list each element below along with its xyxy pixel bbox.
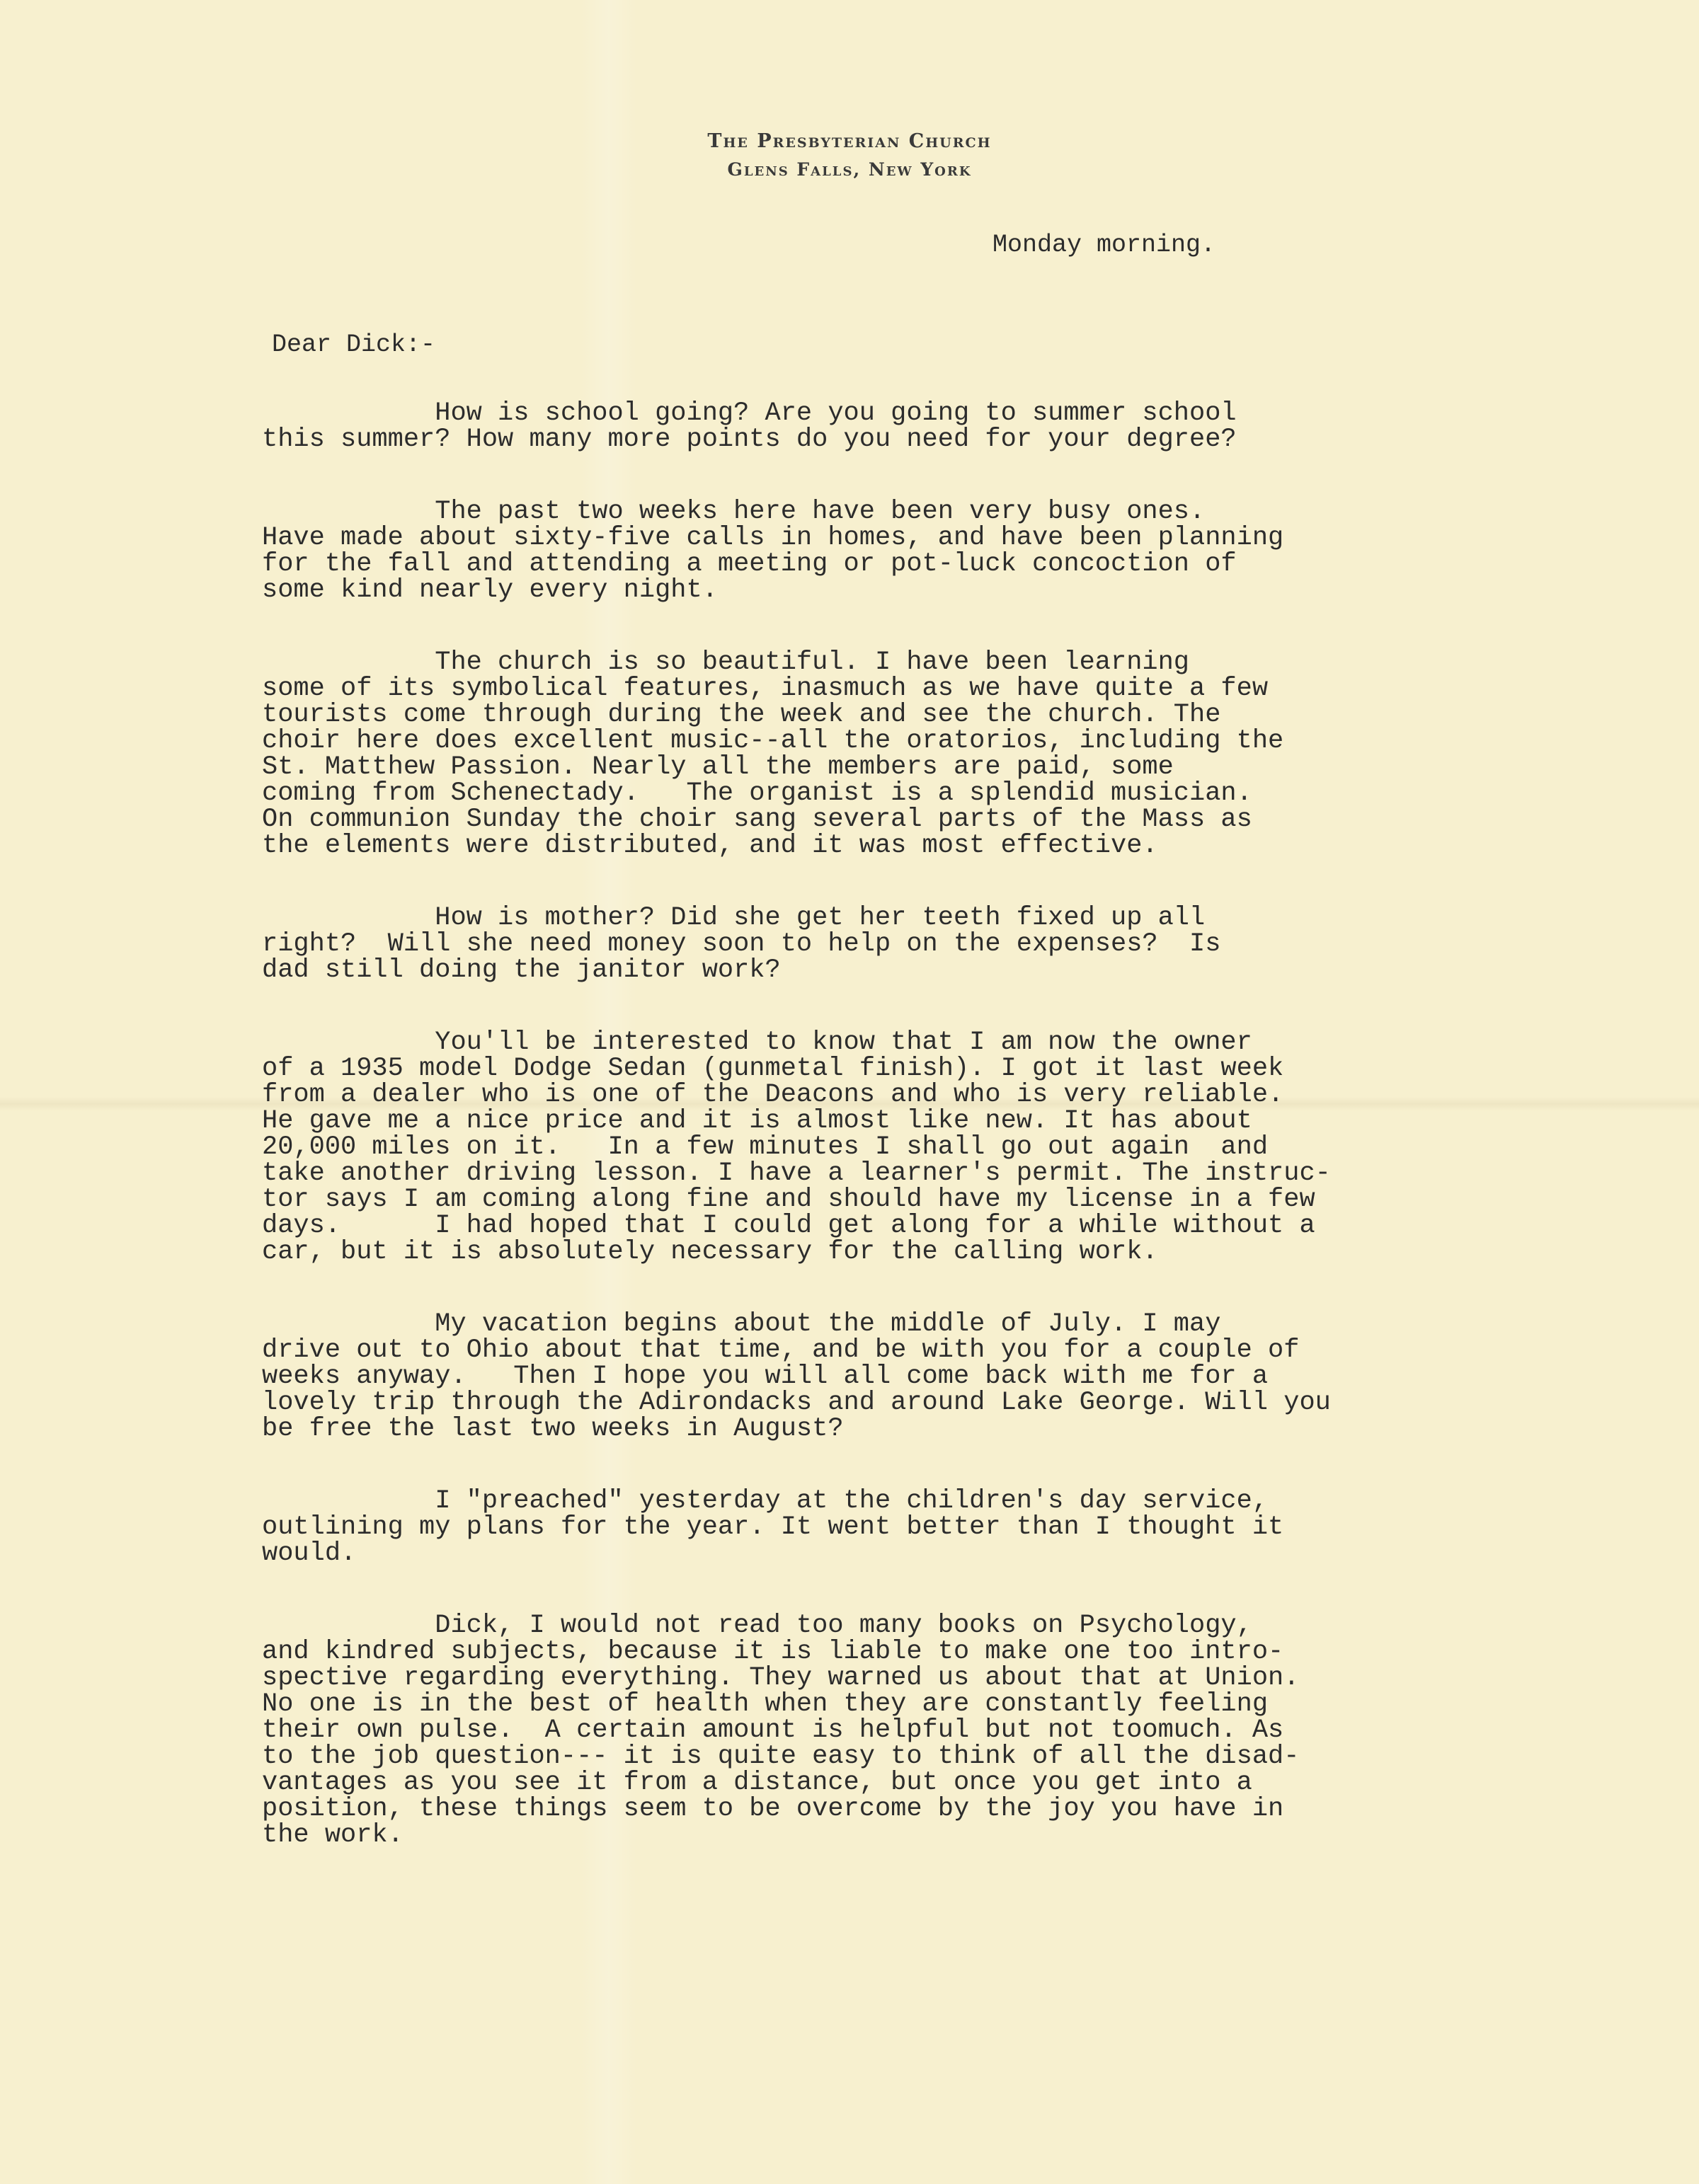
body-line: would. (262, 1539, 357, 1568)
body-line: position, these things seem to be overcome by the joy you have in (262, 1794, 1284, 1824)
body-line: the elements were distributed, and it was most effective. (262, 831, 1158, 861)
letterhead-church-name: The Presbyterian Church (707, 130, 992, 152)
body-line: I "preached" yesterday at the children's day service, (262, 1486, 1269, 1516)
body-line: choir here does excellent music--all the oratorios, including the (262, 726, 1284, 756)
body-line: car, but it is absolutely necessary for the calling work. (262, 1237, 1158, 1267)
body-line: of a 1935 model Dodge Sedan (gunmetal finish). I got it last week (262, 1054, 1284, 1084)
body-line: coming from Schenectady. The organist is a splendid musician. (262, 778, 1252, 808)
body-line: The past two weeks here have been very busy ones. (262, 497, 1206, 527)
paragraph-busy-weeks (262, 499, 1649, 604)
body-line: the work. (262, 1820, 404, 1850)
body-line: tourists come through during the week and see the church. The (262, 700, 1221, 730)
letterhead (609, 127, 1090, 184)
body-line: vantages as you see it from a distance, but once you get into a (262, 1768, 1252, 1798)
body-line: dad still doing the janitor work? (262, 955, 781, 985)
body-line: The church is so beautiful. I have been learning (262, 648, 1190, 677)
paragraph-car (262, 1030, 1649, 1265)
body-line: be free the last two weeks in August? (262, 1414, 844, 1444)
paragraph-school (262, 398, 1649, 454)
body-line: from a dealer who is one of the Deacons and who is very reliable. (262, 1080, 1284, 1110)
body-line: tor says I am coming along fine and should have my license in a few (262, 1185, 1315, 1214)
paragraph-church (262, 650, 1649, 859)
paragraph-vacation (262, 1311, 1649, 1442)
body-line: Dick, I would not read too many books on Psychology, (262, 1611, 1252, 1640)
body-line: How is mother? Did she get her teeth fixed up all (262, 903, 1206, 933)
body-line: No one is in the best of health when they are constantly feeling (262, 1689, 1269, 1719)
body-line: On communion Sunday the choir sang several parts of the Mass as (262, 805, 1252, 834)
body-line: drive out to Ohio about that time, and be with you for a couple of (262, 1335, 1300, 1365)
body-line: 20,000 miles on it. In a few minutes I shall go out again and (262, 1132, 1269, 1162)
body-line: outlining my plans for the year. It went better than I thought it (262, 1512, 1284, 1542)
body-line: He gave me a nice price and it is almost like new. It has about (262, 1106, 1252, 1136)
paragraph-psychology (262, 1613, 1649, 1849)
body-line: lovely trip through the Adirondacks and around Lake George. Will you (262, 1388, 1331, 1418)
body-line: spective regarding everything. They warned us about that at Union. (262, 1663, 1300, 1693)
body-line: right? Will she need money soon to help on the expenses? Is (262, 929, 1221, 959)
body-line: this summer? How many more points do you need for your degree? (262, 425, 1237, 454)
body-line: and kindred subjects, because it is liable to make one too intro- (262, 1637, 1284, 1667)
body-line: some of its symbolical features, inasmuch as we have quite a few (262, 674, 1269, 703)
body-line: some kind nearly every night. (262, 575, 718, 605)
body-line: to the job question--- it is quite easy to think of all the disad- (262, 1742, 1300, 1771)
body-line: weeks anyway. Then I hope you will all come back with me for a (262, 1362, 1269, 1391)
letter-body (262, 398, 1649, 1895)
body-line: Have made about sixty-five calls in homes, and have been planning (262, 523, 1284, 553)
body-line: take another driving lesson. I have a learner's permit. The instruc- (262, 1159, 1331, 1188)
letter-date: Monday morning. (992, 231, 1216, 259)
body-line: St. Matthew Passion. Nearly all the members are paid, some (262, 752, 1174, 782)
body-line: My vacation begins about the middle of July. I may (262, 1309, 1221, 1339)
body-line: for the fall and attending a meeting or pot-luck concoction of (262, 549, 1237, 579)
paragraph-preached (262, 1488, 1649, 1567)
body-line: You'll be interested to know that I am now the owner (262, 1028, 1252, 1057)
body-line: their own pulse. A certain amount is helpful but not toomuch. As (262, 1715, 1284, 1745)
body-line: How is school going? Are you going to summer school (262, 398, 1237, 428)
salutation: Dear Dick:- (272, 331, 436, 359)
paragraph-mother (262, 905, 1649, 984)
body-line: days. I had hoped that I could get along for a while without a (262, 1211, 1315, 1241)
letterhead-location: Glens Falls, New York (727, 159, 972, 180)
